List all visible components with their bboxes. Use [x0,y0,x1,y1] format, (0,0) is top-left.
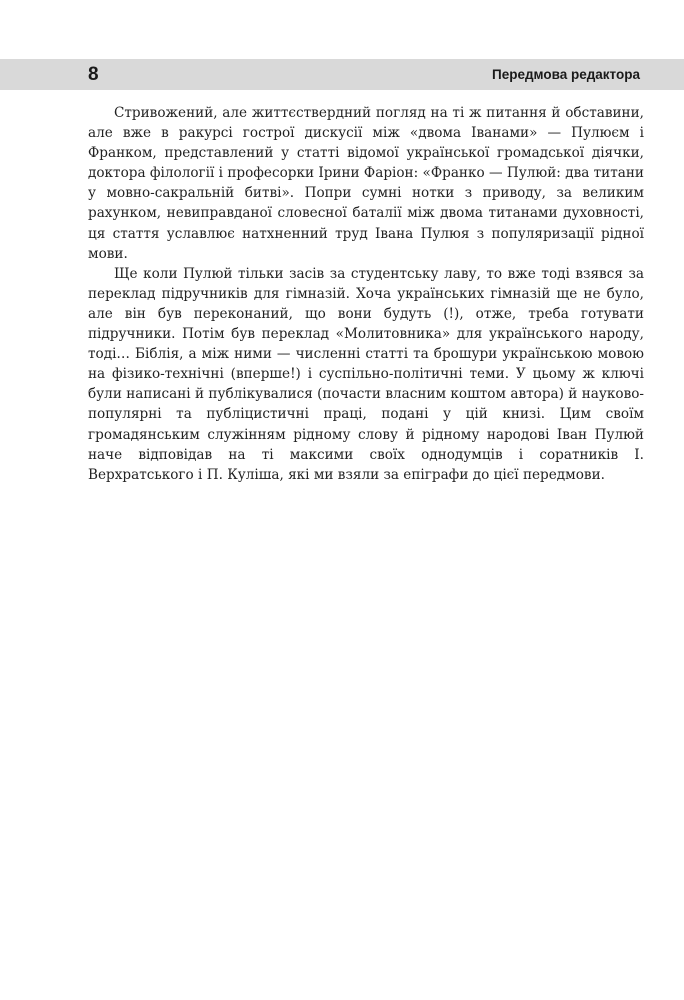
running-title: Передмова редактора [492,67,640,82]
paragraph: Ще коли Пулюй тільки засів за студентську лаву, то вже тоді взявся за переклад підручників для гімназій. Хоча українських гімназій ще не було, але він був переконаний, що вони будуть (!), отже, треба готувати підручники. Потім був переклад «Молитовника» для українського народу, тоді… Біблія, а між ними — численні статті та брошури українською мовою на фізико-технічні (вперше!) і суспільно-політичні теми. У цьому ж ключі були написані й публікувалися (почасти власним коштом автора) й науково-популярні та публіцистичні праці, подані у цій книзі. Цим своїм громадянським служінням рідному слову й рідному народові Іван Пулюй наче відповідав на ті максими своїх однодумців і соратників І. Верхратського і П. Куліша, які ми взяли за епіграфи до цієї передмови. [88,265,644,483]
paragraph: Стривожений, але життєствердний погляд на ті ж питання й обставини, але вже в ракурсі гострої дискусії між «двома Іванами» — Пулюєм і Франком, представлений у статті відомої української громадської діячки, доктора філології і професорки Ірини Фаріон: «Франко — Пулюй: два титани у мовно-сакральній битві». Попри сумні нотки з приводу, за великим рахунком, невиправданої словесної баталії між двома титанами духовності, ця стаття уславлює натхненний труд Івана Пулюя з популяризації рідної мови. [88,105,644,262]
page-number: 8 [88,64,99,85]
running-header [0,59,684,90]
main-text [88,103,644,485]
